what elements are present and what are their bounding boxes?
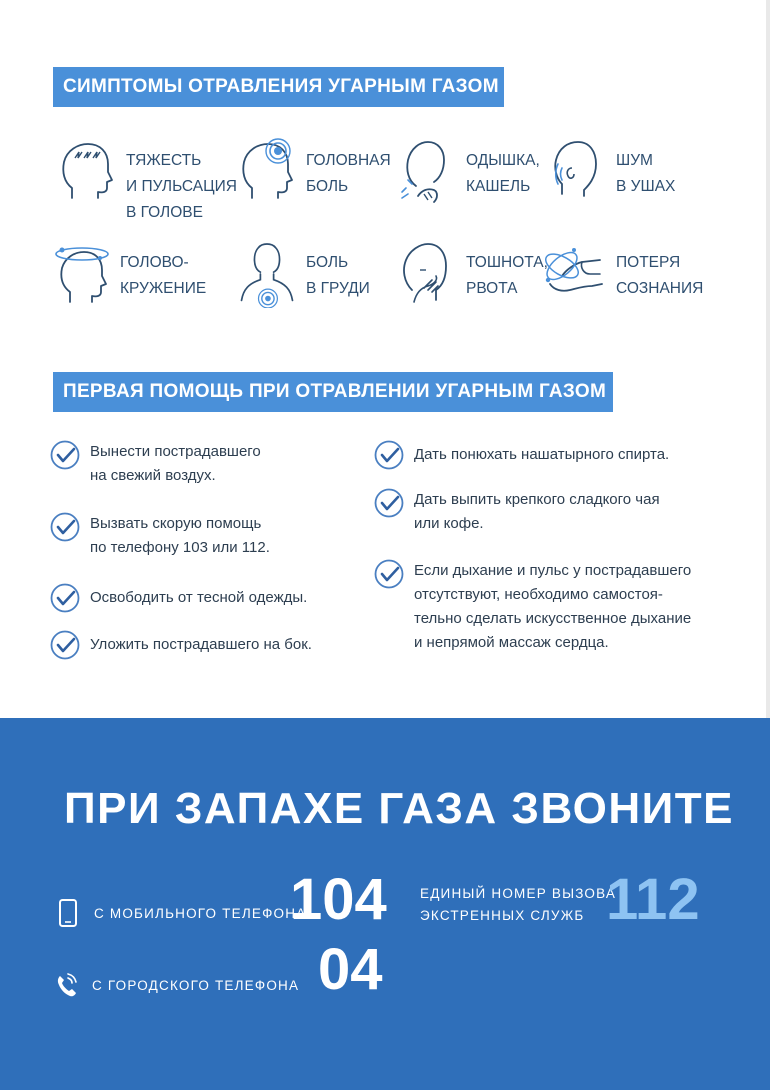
symptom-label: ШУМ <box>616 152 653 169</box>
aid-text: на свежий воздух. <box>90 467 216 484</box>
aid-text: Освободить от тесной одежды. <box>90 589 308 606</box>
aid-text: Уложить пострадавшего на бок. <box>90 636 312 653</box>
symptom-label: В ГРУДИ <box>306 280 370 297</box>
emergency-footer <box>0 718 770 1090</box>
aid-text: по телефону 103 или 112. <box>90 539 270 556</box>
check-circle-icon <box>50 630 80 660</box>
aid-item <box>50 440 261 488</box>
cough-icon <box>398 138 456 206</box>
symptom-chest-pain <box>238 240 370 308</box>
symptom-head-pulsation <box>58 138 237 226</box>
symptom-label: КРУЖЕНИЕ <box>120 280 207 297</box>
fainting-icon <box>540 240 606 300</box>
symptom-label: ГОЛОВНАЯ <box>306 152 391 169</box>
aid-text: Дать выпить крепкого сладкого чая <box>414 491 660 508</box>
aid-text: и непрямой массаж сердца. <box>414 634 609 651</box>
aid-text: Вынести пострадавшего <box>90 443 261 460</box>
landline-label: С ГОРОДСКОГО ТЕЛЕФОНА <box>92 977 300 993</box>
symptom-ear-noise <box>548 138 675 206</box>
aid-text: отсутствуют, необходимо самостоя- <box>414 586 663 603</box>
aid-item <box>50 512 270 560</box>
check-circle-icon <box>50 440 80 470</box>
symptom-label: ГОЛОВО- <box>120 254 189 271</box>
symptom-label: РВОТА <box>466 280 518 297</box>
symptom-label: И ПУЛЬСАЦИЯ <box>126 178 237 195</box>
landline-phone-icon <box>54 970 78 1000</box>
symptom-label: БОЛЬ <box>306 254 349 271</box>
landline-number[interactable]: 04 <box>318 937 383 1002</box>
page-edge <box>766 0 770 720</box>
symptom-label: ТОШНОТА, <box>466 254 548 271</box>
emergency-number[interactable]: 112 <box>606 867 700 932</box>
aid-text: или кофе. <box>414 515 484 532</box>
emergency-label-line: ЕДИНЫЙ НОМЕР ВЫЗОВА <box>420 886 617 901</box>
headache-icon <box>238 138 296 206</box>
mobile-phone-icon <box>56 898 80 928</box>
symptom-dizziness <box>52 240 206 308</box>
aid-item <box>374 440 669 470</box>
aid-text: Если дыхание и пульс у пострадавшего <box>414 562 692 579</box>
check-circle-icon <box>50 512 80 542</box>
emergency-label <box>420 883 616 927</box>
symptom-label: СОЗНАНИЯ <box>616 280 704 297</box>
head-pulsation-icon <box>58 138 116 206</box>
dizziness-icon <box>52 240 110 308</box>
symptom-cough <box>398 138 540 206</box>
check-circle-icon <box>374 440 404 470</box>
symptom-label: В УШАХ <box>616 178 676 195</box>
mobile-number[interactable]: 104 <box>290 867 387 932</box>
aid-item <box>50 583 307 613</box>
footer-title: ПРИ ЗАПАХЕ ГАЗА ЗВОНИТЕ <box>64 784 735 833</box>
aid-item <box>374 559 691 655</box>
symptom-label: БОЛЬ <box>306 178 349 195</box>
mobile-label: С МОБИЛЬНОГО ТЕЛЕФОНА <box>94 905 307 921</box>
symptoms-header: СИМПТОМЫ ОТРАВЛЕНИЯ УГАРНЫМ ГАЗОМ <box>53 67 504 107</box>
nausea-icon <box>398 240 456 308</box>
first-aid-header: ПЕРВАЯ ПОМОЩЬ ПРИ ОТРАВЛЕНИИ УГАРНЫМ ГАЗОМ <box>53 372 613 412</box>
check-circle-icon <box>50 583 80 613</box>
symptom-label: КАШЕЛЬ <box>466 178 531 195</box>
symptom-headache <box>238 138 391 206</box>
ear-noise-icon <box>548 138 606 206</box>
symptom-fainting <box>540 240 703 302</box>
emergency-label-line: ЭКСТРЕННЫХ СЛУЖБ <box>420 908 585 923</box>
aid-text: Дать понюхать нашатырного спирта. <box>414 446 670 463</box>
aid-item <box>50 630 312 660</box>
mobile-row <box>56 898 306 928</box>
symptom-label: ПОТЕРЯ <box>616 254 681 271</box>
symptom-label: В ГОЛОВЕ <box>126 204 203 221</box>
aid-text: Вызвать скорую помощь <box>90 515 262 532</box>
symptom-label: ОДЫШКА, <box>466 152 540 169</box>
check-circle-icon <box>374 488 404 518</box>
symptom-nausea <box>398 240 548 308</box>
symptom-label: ТЯЖЕСТЬ <box>126 152 202 169</box>
aid-item <box>374 488 660 536</box>
chest-pain-icon <box>238 240 296 308</box>
landline-row <box>54 970 299 1000</box>
aid-text: тельно сделать искусственное дыхание <box>414 610 692 627</box>
check-circle-icon <box>374 559 404 589</box>
